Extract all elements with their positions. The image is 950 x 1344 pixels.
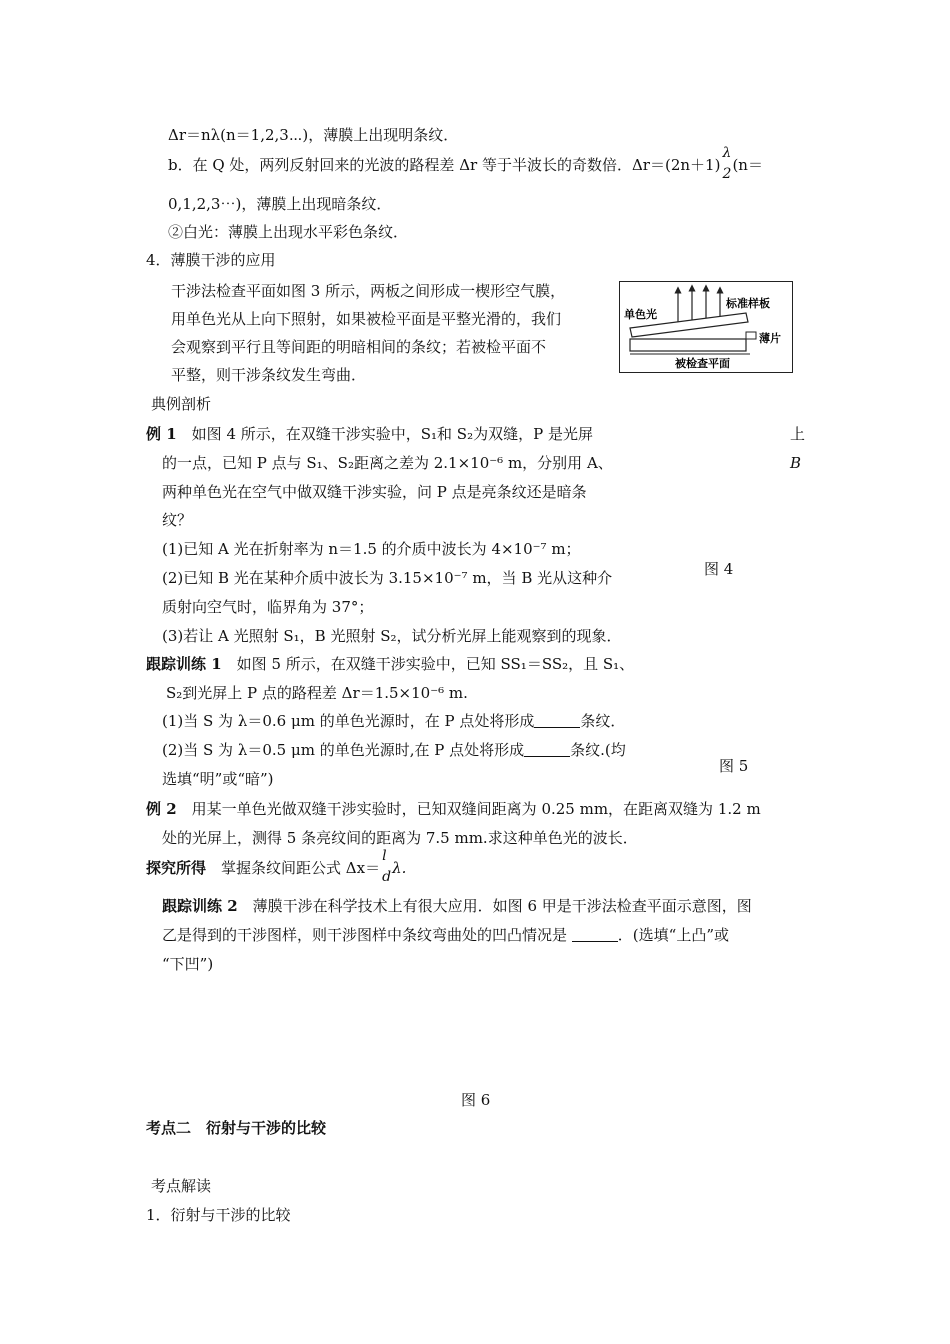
training-1-q1-text: (1)当 S 为 λ＝0.6 μm 的单色光源时，在 P 点处将形成 xyxy=(162,712,535,730)
example-1-question-2a: (2)已知 B 光在某种介质中波长为 3.15×10⁻⁷ m，当 B 光从这种介 xyxy=(162,569,613,587)
section-2-subtitle: 考点解读 xyxy=(151,1177,212,1195)
insight-tag: 探究所得 xyxy=(146,859,207,877)
example-1-tag: 例 1 xyxy=(146,425,177,443)
label-thin-film: 薄片 xyxy=(759,332,781,345)
answer-blank-3[interactable] xyxy=(572,927,618,942)
answer-blank-2[interactable] xyxy=(524,742,570,757)
label-standard-plate: 标准样板 xyxy=(726,297,770,310)
line-dark-condition-tail: (n＝ xyxy=(732,156,763,174)
training-1-q1-tail: 条纹． xyxy=(580,712,626,730)
training-2-line-1 xyxy=(162,896,752,916)
label-test-surface: 被检查平面 xyxy=(675,357,730,370)
line-dark-fringe: 0,1,2,3⋯)，薄膜上出现暗条纹． xyxy=(168,195,392,213)
section-2-title: 考点二 衍射与干涉的比较 xyxy=(146,1119,327,1137)
example-2-tag: 例 2 xyxy=(146,800,177,818)
training-2-tag: 跟踪训练 2 xyxy=(162,897,238,915)
paragraph-line-4: 平整，则干涉条纹发生弯曲． xyxy=(171,366,367,384)
line-white-light: ②白光：薄膜上出现水平彩色条纹． xyxy=(168,223,409,241)
training-2-text-2: 乙是得到的干涉图样，则干涉图样中条纹弯曲处的凹凸情况是 xyxy=(162,926,568,944)
training-2-text-3: ．(选填“上凸”或 xyxy=(617,926,729,944)
example-1-question-1: (1)已知 A 光在折射率为 n＝1.5 的介质中波长为 4×10⁻⁷ m； xyxy=(162,540,581,558)
frac-denominator: 2 xyxy=(722,166,732,182)
example-1-line-2: 的一点，已知 P 点与 S₁、S₂距离之差为 2.1×10⁻⁶ m，分别用 A、 xyxy=(162,454,613,472)
paragraph-line-2: 用单色光从上向下照射，如果被检平面是平整光滑的，我们 xyxy=(171,310,562,328)
training-2-text-1: 薄膜干涉在科学技术上有很大应用．如图 6 甲是干涉法检查平面示意图，图 xyxy=(237,897,752,915)
line-dark-condition-text: b．在 Q 处，两列反射回来的光波的路程差 Δr 等于半波长的奇数倍．Δr＝(2n＋1) xyxy=(168,156,721,174)
example-1-line-4: 纹？ xyxy=(162,511,193,529)
figure-5-caption: 图 5 xyxy=(719,757,749,775)
example-2-line-2: 处的光屏上，测得 5 条亮纹间的距离为 7.5 mm.求这种单色光的波长． xyxy=(162,829,638,847)
example-2-text-1: 用某一单色光做双缝干涉实验时，已知双缝间距离为 0.25 mm，在距离双缝为 1.2 m xyxy=(176,800,761,818)
training-1-line-2: S₂到光屏上 P 点的路程差 Δr＝1.5×10⁻⁶ m. xyxy=(166,684,468,702)
training-1-question-1 xyxy=(162,711,625,731)
figure-3-interference-check xyxy=(619,281,793,373)
example-1-question-3: (3)若让 A 光照射 S₁，B 光照射 S₂，试分析光屏上能观察到的现象． xyxy=(162,627,622,645)
example-1-line-1 xyxy=(146,424,593,444)
example-1-side-b: B xyxy=(790,454,802,472)
example-1-side-up: 上 xyxy=(790,425,806,443)
training-1-tag: 跟踪训练 1 xyxy=(146,655,222,673)
insight-text: 掌握条纹间距公式 Δx＝ xyxy=(206,859,381,877)
figure-6-caption: 图 6 xyxy=(461,1091,491,1109)
training-2-line-2 xyxy=(162,925,729,945)
paragraph-line-1: 干涉法检查平面如图 3 所示，两板之间形成一楔形空气膜， xyxy=(171,282,566,300)
frac-d: d xyxy=(382,869,392,885)
training-1-question-2 xyxy=(162,740,626,760)
figure-3-diagram xyxy=(620,282,792,372)
line-dark-condition xyxy=(168,145,763,182)
fringe-spacing-fraction xyxy=(380,848,392,885)
section-typical-examples: 典例剖析 xyxy=(151,395,212,413)
heading-thin-film-application: 4．薄膜干涉的应用 xyxy=(146,251,276,269)
training-1-question-2-note: 选填“明”或“暗”) xyxy=(162,770,274,788)
insight-line xyxy=(146,848,407,885)
figure-4-caption: 图 4 xyxy=(704,560,734,578)
training-1-line-1 xyxy=(146,654,634,674)
frac-l: l xyxy=(382,848,387,864)
line-bright-fringe: Δr＝nλ(n＝1,2,3⋯)，薄膜上出现明条纹． xyxy=(168,126,459,144)
training-1-q2-text: (2)当 S 为 λ＝0.5 μm 的单色光源时,在 P 点处将形成 xyxy=(162,741,525,759)
answer-blank-1[interactable] xyxy=(534,713,580,728)
test-surface xyxy=(630,339,746,351)
frac-numerator: λ xyxy=(722,145,732,161)
paragraph-line-3: 会观察到平行且等间距的明暗相间的条纹；若被检平面不 xyxy=(171,338,547,356)
example-2-line-1 xyxy=(146,799,761,819)
example-1-text-1: 如图 4 所示，在双缝干涉实验中，S₁和 S₂为双缝，P 是光屏 xyxy=(176,425,593,443)
insight-tail: λ. xyxy=(392,859,407,877)
label-monochromatic-light: 单色光 xyxy=(624,308,657,321)
section-2-item-1: 1．衍射与干涉的比较 xyxy=(146,1206,291,1224)
training-2-line-3: “下凹”) xyxy=(162,955,214,973)
example-1-line-3: 两种单色光在空气中做双缝干涉实验，问 P 点是亮条纹还是暗条 xyxy=(162,483,587,501)
training-1-q2-tail: 条纹.(均 xyxy=(570,741,626,759)
training-1-text-1: 如图 5 所示，在双缝干涉实验中，已知 SS₁＝SS₂，且 S₁、 xyxy=(221,655,635,673)
thin-shim xyxy=(746,332,756,339)
lambda-over-2 xyxy=(720,145,732,182)
example-1-question-2b: 质射向空气时，临界角为 37°； xyxy=(162,598,374,616)
